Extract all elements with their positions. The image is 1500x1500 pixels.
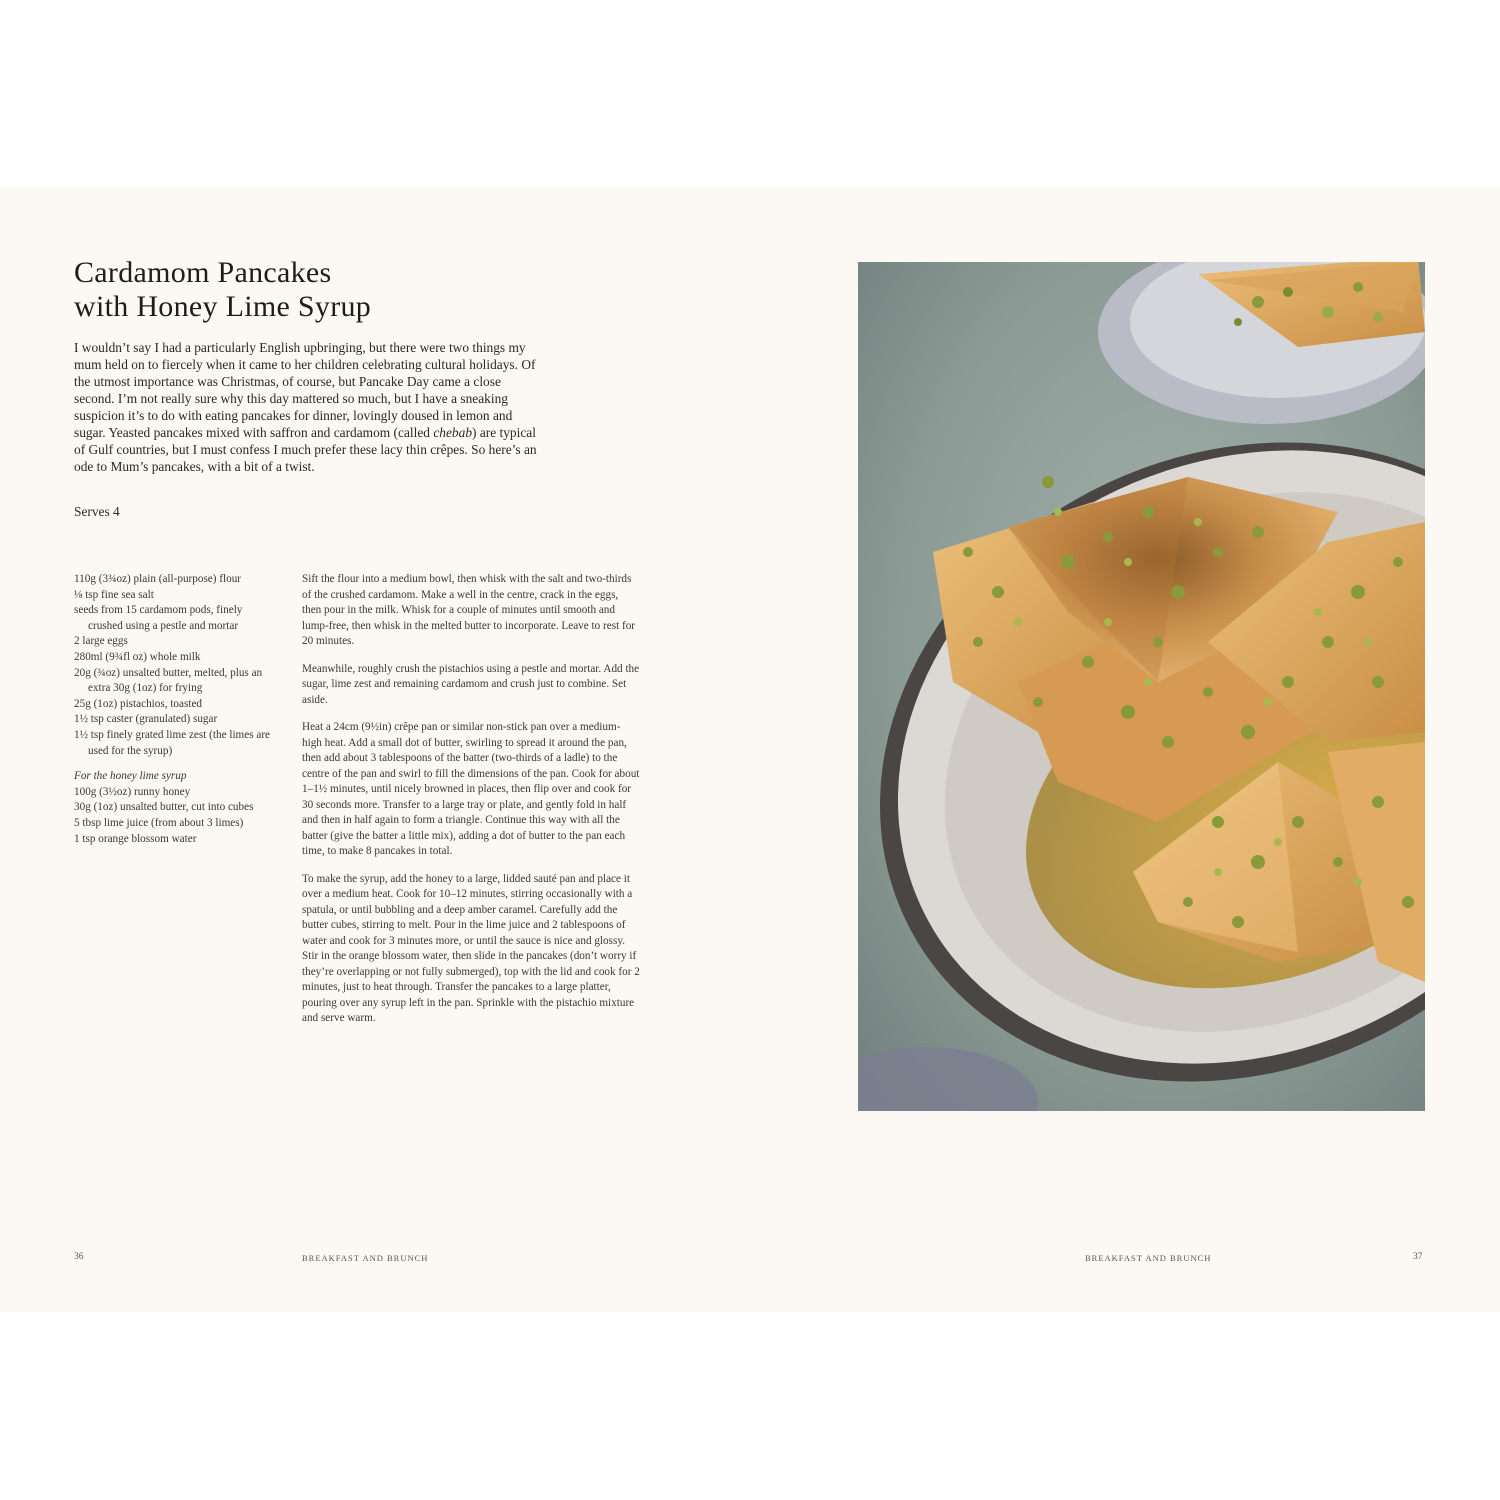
ingredient-item: 1½ tsp caster (granulated) sugar	[74, 713, 218, 726]
method-steps	[302, 572, 640, 1039]
intro-italic-term: chebab	[433, 425, 473, 440]
ingredient-item: 20g (¾oz) unsalted butter, melted, plus an extra 30g (1oz) for frying	[74, 666, 263, 695]
method-step: Heat a 24cm (9½in) crêpe pan or similar non-stick pan over a medium-high heat. Add a small dot of butter, swirling to spread it around the pan, then add about 3 tablespoons of the batter (two-thirds of a ladle) to the centre of the pan and swirl to fill the dimensions of the pan. Cook for about 1–1½ minutes, until nicely browned in places, then flip over and cook for 30 seconds more. Transfer to a large tray or plate, and gently fold in half and then in half again to form a triangle. Continue this way with all the batter (give the batter a little mix), adding a dot of butter to the pan each time, to make 8 pancakes in total.	[302, 721, 640, 857]
recipe-title	[74, 256, 371, 324]
recipe-intro	[74, 339, 544, 475]
recipe-title-line-2: with Honey Lime Syrup	[74, 290, 372, 323]
right-running-footer: BREAKFAST AND BRUNCH	[1085, 1253, 1212, 1263]
method-step: Sift the flour into a medium bowl, then whisk with the salt and two-thirds of the crushed cardamom. Make a well in the centre, crack in the eggs, then pour in the milk. Whisk for a couple of minutes until smooth and lump-free, then whisk in the melted butter to incorporate. Leave to rest for 20 minutes.	[302, 573, 636, 647]
ingredient-item: 2 large eggs	[74, 635, 128, 648]
syrup-ingredient-item: 100g (3½oz) runny honey	[74, 785, 191, 798]
syrup-ingredient-item: 30g (1oz) unsalted butter, cut into cubes	[74, 801, 254, 814]
intro-text-end: ) are typical of Gulf countries, but I must confess I much prefer these lacy thin crêpes. So here’s an ode to Mum’s pancakes, with a bit of a twist.	[74, 425, 537, 474]
ingredient-item: ⅛ tsp fine sea salt	[74, 588, 154, 601]
ingredient-item: 280ml (9¾fl oz) whole milk	[74, 650, 201, 663]
syrup-ingredient-item: 5 tbsp lime juice (from about 3 limes)	[74, 816, 244, 829]
pancake-platter-illustration	[858, 262, 1425, 1111]
syrup-ingredient-item: 1 tsp orange blossom water	[74, 832, 197, 845]
method-step: Meanwhile, roughly crush the pistachios using a pestle and mortar. Add the sugar, lime zest and remaining cardamom and crush just to combine. Set aside.	[302, 662, 640, 706]
serves-note: Serves 4	[74, 504, 120, 519]
ingredient-item: 110g (3¾oz) plain (all-purpose) flour	[74, 573, 242, 585]
recipe-photo	[858, 262, 1425, 1111]
left-page-number: 36	[74, 1252, 84, 1262]
ingredient-item: 25g (1oz) pistachios, toasted	[74, 697, 203, 710]
right-page-number: 37	[1413, 1252, 1423, 1262]
left-running-footer: BREAKFAST AND BRUNCH	[302, 1253, 429, 1263]
intro-text-start: I wouldn’t say I had a particularly English upbringing, but there were two things my mum held on to fiercely when it came to her children celebrating cultural holidays. Of the utmost importance was Christmas, of course, but Pancake Day came a close second. I’m not really sure why this day mattered so much, but I have a sneaking suspicion it’s to do with eating pancakes for dinner, lovingly doused in lemon and sugar. Yeasted pancakes mixed with saffron and cardamom (called	[74, 340, 536, 440]
recipe-title-line-1: Cardamom Pancakes	[74, 256, 332, 289]
ingredient-item: 1½ tsp finely grated lime zest (the limes are used for the syrup)	[74, 728, 271, 757]
ingredient-item: seeds from 15 cardamom pods, finely crushed using a pestle and mortar	[74, 604, 243, 632]
syrup-subheading: For the honey lime syrup	[74, 770, 187, 783]
method-step: To make the syrup, add the honey to a large, lidded sauté pan and place it over a medium heat. Cook for 10–12 minutes, stirring occasionally with a spatula, or until bubbling and a deep amber caramel. Carefully add the butter cubes, stirring to melt. Pour in the lime juice and 2 tablespoons of water and cook for 3 minutes more, or until the sauce is nice and glossy. Stir in the orange blossom water, then slide in the pancakes (don’t worry if they’re overlapping or not fully submerged), top with the lid and cook for 2 minutes, just to heat through. Transfer the pancakes to a large platter, pouring over any syrup left in the pan. Sprinkle with the pistachio mixture and serve warm.	[302, 872, 640, 1024]
ingredients-list	[74, 572, 279, 847]
